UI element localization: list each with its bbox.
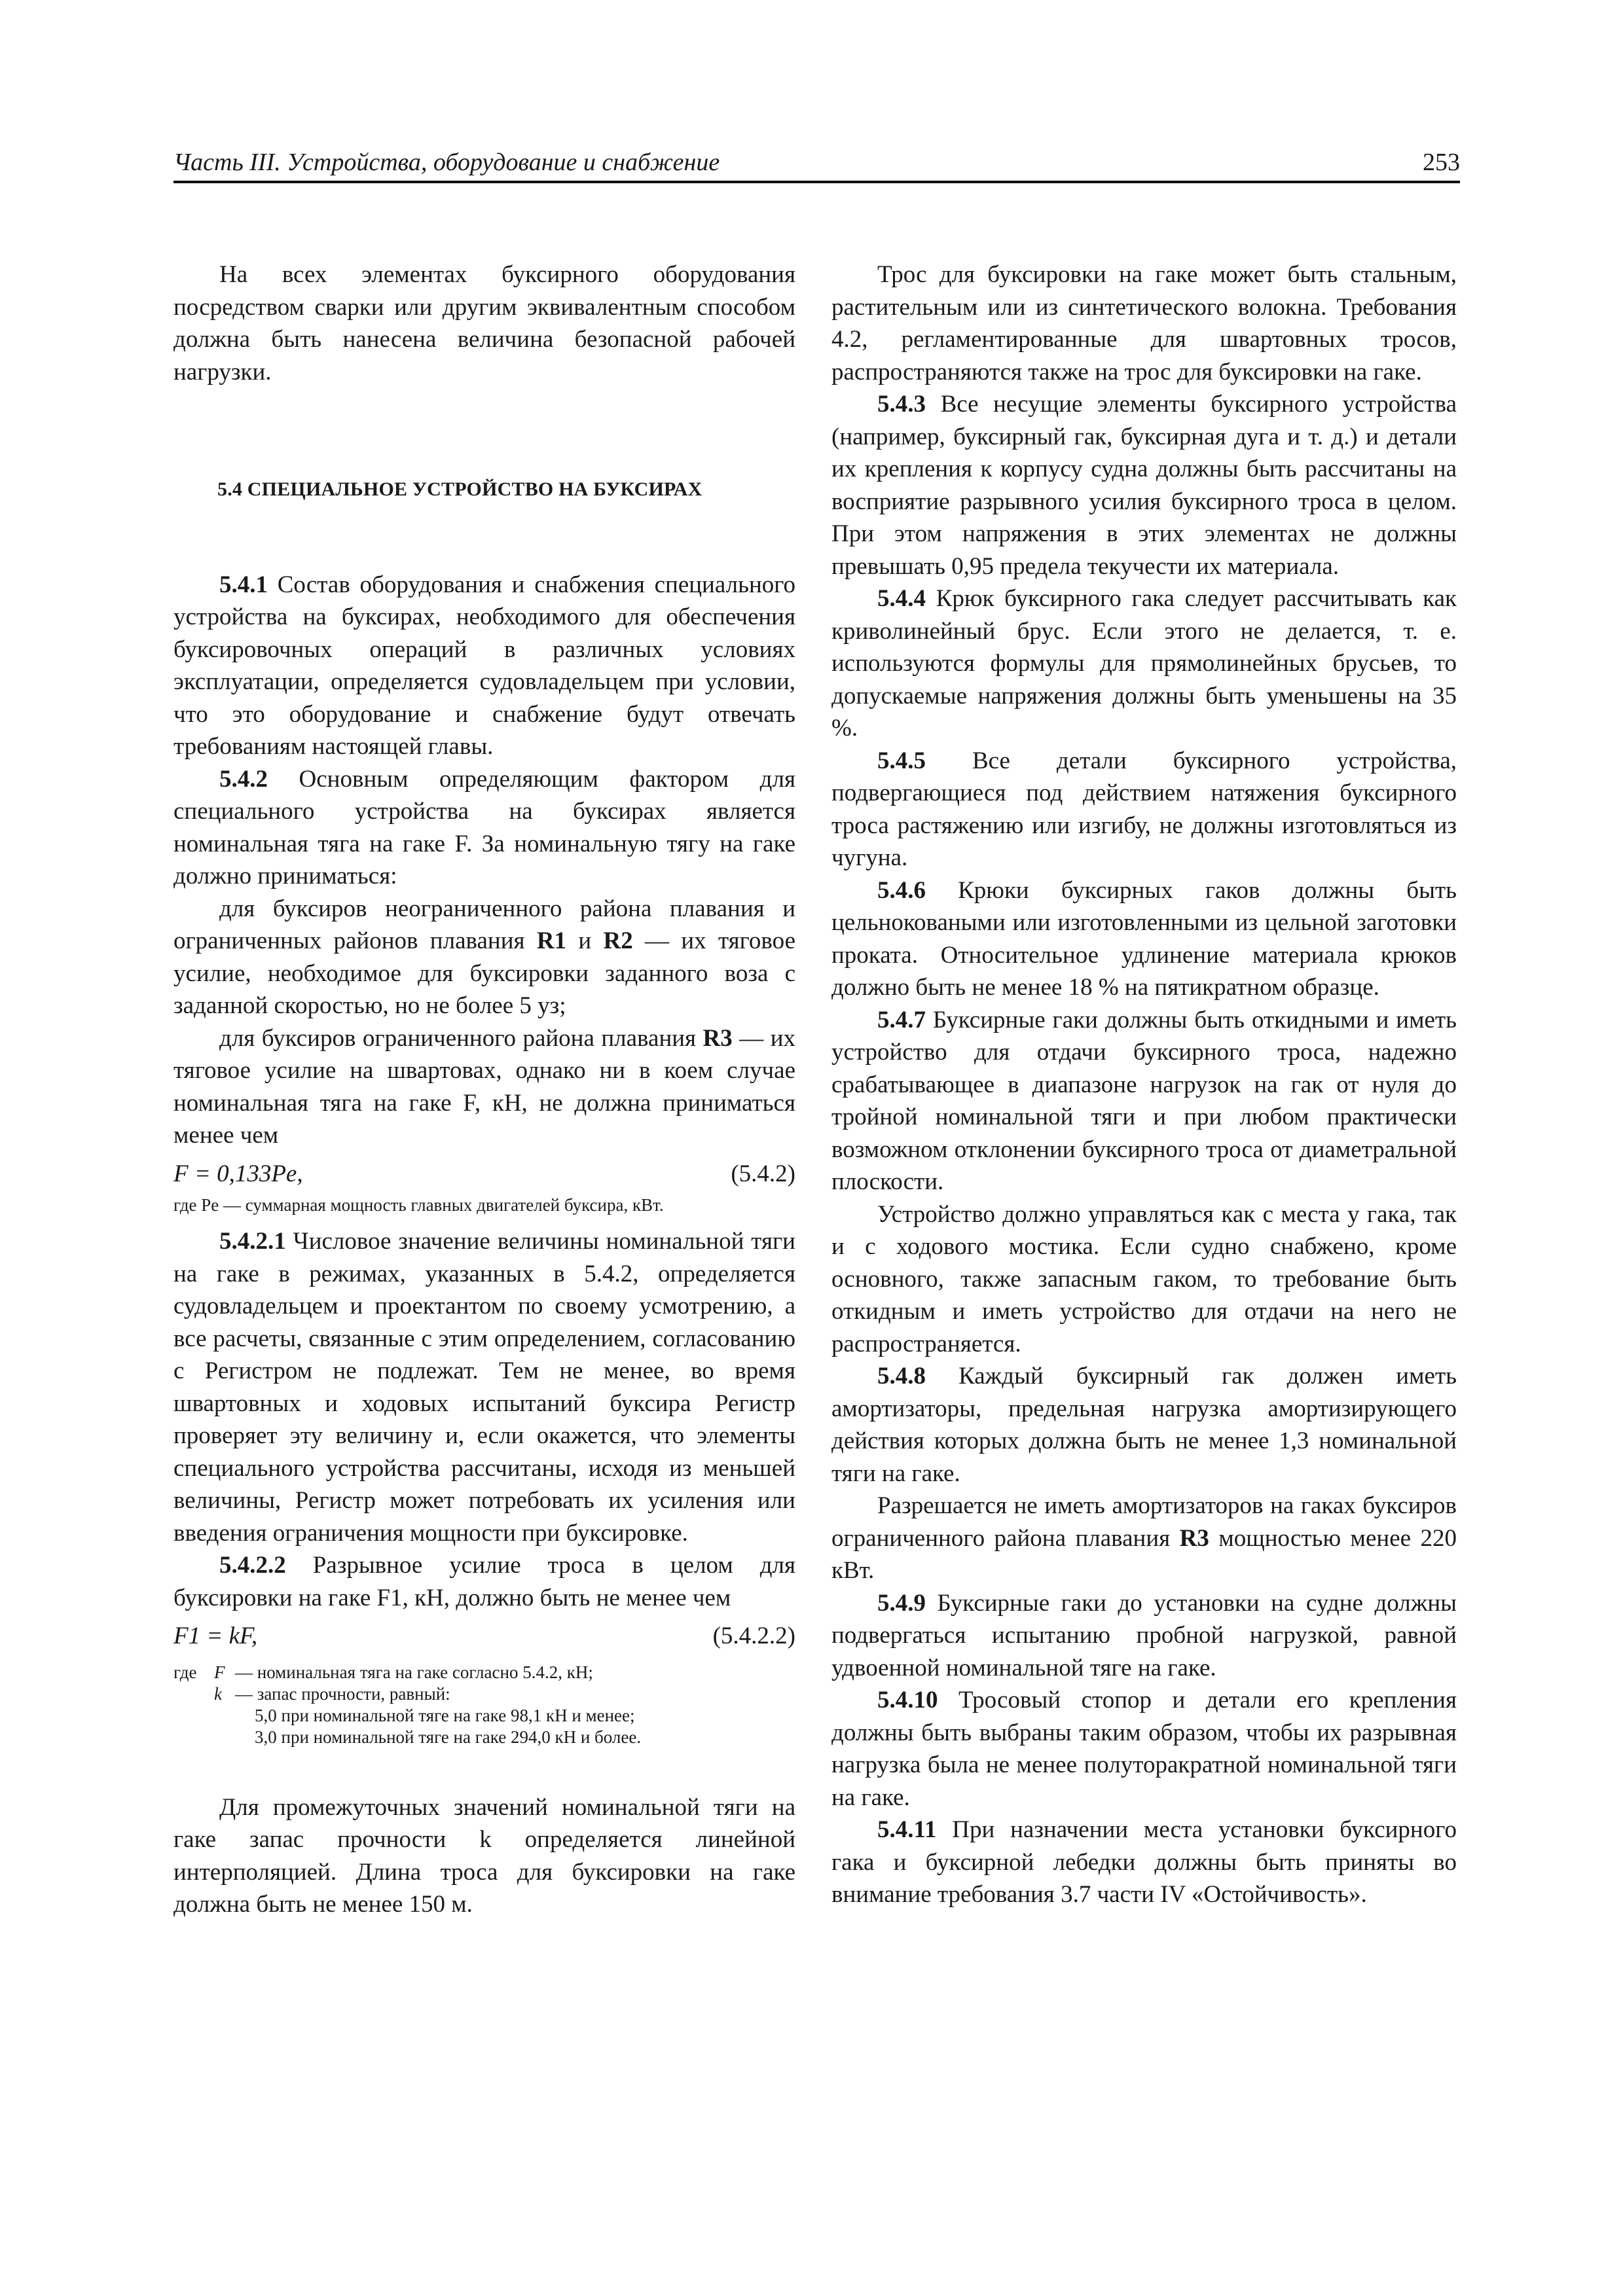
clause-number: 5.4.9 (877, 1589, 926, 1617)
area-code: R3 (1179, 1524, 1209, 1552)
formula-5-4-2 (173, 1158, 795, 1191)
clause-text: При назначении места установки буксирного гака и буксирной лебедки должны быть приняты во внимание требования 3.7 части IV «Остойчивость». (831, 1816, 1457, 1908)
area-code: R3 (702, 1024, 733, 1052)
symbol-F-definition: — номинальная тяга на гаке согласно 5.4.2, кН; (235, 1662, 593, 1682)
formula-number: (5.4.2.2) (712, 1623, 795, 1649)
formula-legend (173, 1662, 795, 1748)
clause-5-4-2-2 (173, 1549, 795, 1614)
clause-number: 5.4.8 (877, 1363, 926, 1390)
left-column (173, 259, 795, 1921)
clause-5-4-3 (831, 388, 1457, 583)
clause-text: Буксирные гаки до установки на судне должны подвергаться испытанию пробной нагрузкой, равной удвоенной номинальной тяге на гаке. (831, 1589, 1457, 1681)
clause-5-4-2-item-a (173, 893, 795, 1022)
clause-5-4-2-1 (173, 1225, 795, 1549)
text-span: и (566, 927, 604, 954)
clause-text: Все несущие элементы буксирного устройства (например, буксирный гак, буксирная дуга и т. д.) и детали их крепления к корпусу судна должны быть рассчитаны на восприятие разрывного усилия буксирного троса в целом. При этом напряжения в этих элементах не должны превышать 0,95 предела текучести их материала. (831, 391, 1457, 580)
clause-number: 5.4.3 (877, 391, 926, 418)
k-value-1: 5,0 при номинальной тяге на гаке 98,1 кН и менее; (255, 1705, 635, 1725)
text-span: мощностью менее 220 кВт. (831, 1524, 1457, 1584)
area-code: R1 (536, 927, 567, 954)
clause-5-4-8 (831, 1360, 1457, 1490)
clause-text: Основным определяющим фактором для специального устройства на буксирах является номинальная тяга на гаке F. За номинальную тягу на гаке должно приниматься: (173, 765, 795, 889)
clause-text: Разрывное усилие троса в целом для буксировки на гаке F1, кН, должно быть не менее чем (173, 1552, 795, 1611)
clause-number: 5.4.1 (219, 571, 268, 598)
clause-number: 5.4.4 (877, 585, 926, 612)
running-header (173, 141, 1460, 183)
k-value-2: 3,0 при номинальной тяге на гаке 294,0 кН и более. (255, 1727, 642, 1747)
clause-number: 5.4.2 (219, 765, 268, 793)
where-word: где (173, 1662, 197, 1682)
clause-number: 5.4.6 (877, 876, 926, 904)
right-column (831, 259, 1457, 1911)
text-span: — их тяговое усилие, необходимое для буксировки заданного воза с заданной скоростью, но не более 5 уз; (173, 927, 795, 1019)
clause-text: Тросовый стопор и детали его крепления должны быть выбраны таким образом, чтобы их разрывная нагрузка была не менее полуторакратной номинальной тяги на гаке. (831, 1687, 1457, 1811)
paragraph-intro: На всех элементах буксирного оборудования посредством сварки или другим эквивалентным способом должна быть нанесена величина безопасной рабочей нагрузки. (173, 261, 795, 386)
clause-number: 5.4.5 (877, 747, 926, 774)
clause-number: 5.4.10 (877, 1687, 938, 1713)
formula-note: где Pe — суммарная мощность главных двигателей буксира, кВт. (173, 1195, 664, 1215)
clause-5-4-9 (831, 1587, 1457, 1685)
symbol-k-definition: — запас прочности, равный: (235, 1683, 450, 1704)
clause-5-4-1 (173, 569, 795, 763)
clause-5-4-2-item-b (173, 1022, 795, 1152)
clause-5-4-7-continued: Устройство должно управляться как с места у гака, так и с ходового мостика. Если судно снабжено, кроме основного, также запасным гаком, то требование быть откидным и иметь устройство для отдачи на него не распространяется. (831, 1200, 1457, 1357)
header-title: Часть III. Устройства, оборудование и снабжение (173, 149, 720, 176)
paragraph-tow-rope: Трос для буксировки на гаке может быть стальным, растительным или из синтетического волокна. Требования 4.2, регламентированные для швартовных тросов, распространяются также на трос для буксировки на гаке. (831, 261, 1457, 386)
clause-5-4-5 (831, 745, 1457, 874)
clause-text: Числовое значение величины номинальной тяги на гаке в режимах, указанных в 5.4.2, определяется судовладельцем и проектантом по своему усмотрению, а все расчеты, связанные с этим определением, согласованию с Регистром не подлежат. Тем не менее, во время швартовных и ходовых испытаний буксира Регистр проверяет эту величину и, если окажется, что элементы специального устройства рассчитаны, исходя из меньшей величины, Регистр может потребовать их усиления или введения ограничения мощности при буксировке. (173, 1228, 795, 1547)
clause-text: Каждый буксирный гак должен иметь амортизаторы, предельная нагрузка амортизирующего действия которых должна быть не менее 1,3 номинальной тяги на гаке. (831, 1363, 1457, 1487)
formula-number: (5.4.2) (731, 1160, 795, 1187)
clause-5-4-4 (831, 583, 1457, 745)
paragraph-interpolation: Для промежуточных значений номинальной тяги на гаке запас прочности k определяется линейной интерполяцией. Длина троса для буксировки на гаке должна быть не менее 150 м. (173, 1793, 795, 1918)
clause-number: 5.4.11 (877, 1816, 937, 1843)
formula-expression: F1 = kF, (173, 1623, 258, 1649)
symbol-k: k (214, 1683, 222, 1704)
clause-5-4-10 (831, 1684, 1457, 1814)
legend-spacer (173, 1683, 214, 1705)
text-span: — их тяговое усилие на швартовах, однако ни в коем случае номинальная тяга на гаке F, кН, не должна приниматься менее чем (173, 1024, 795, 1149)
clause-5-4-11 (831, 1814, 1457, 1911)
symbol-F: F (214, 1662, 225, 1682)
clause-text: Крюки буксирных гаков должны быть цельноковаными или изготовленными из цельной заготовки проката. Относительное удлинение материала крюков должно быть не менее 18 % на пятикратном образце. (831, 876, 1457, 1001)
clause-5-4-6 (831, 874, 1457, 1004)
clause-5-4-8-continued (831, 1490, 1457, 1587)
clause-text: Состав оборудования и снабжения специального устройства на буксирах, необходимого для обеспечения буксировочных операций в различных условиях эксплуатации, определяется судовладельцем при условии, что это оборудование и снабжение будут отвечать требованиям настоящей главы. (173, 571, 795, 760)
text-span: Разрешается не иметь амортизаторов на гаках буксиров ограниченного района плавания (831, 1492, 1457, 1552)
clause-text: Все детали буксирного устройства, подвергающиеся под действием натяжения буксирного троса растяжению или изгибу, не должны изготовляться из чугуна. (831, 747, 1457, 871)
clause-5-4-2 (173, 763, 795, 893)
clause-number: 5.4.7 (877, 1006, 926, 1033)
text-span: для буксиров неограниченного района плавания и ограниченных районов плавания (173, 895, 795, 954)
clause-text: Крюк буксирного гака следует рассчитывать как криволинейный брус. Если этого не делается, т. е. используются формулы для прямолинейных брусьев, то допускаемые напряжения должны быть уменьшены на 35 %. (831, 585, 1457, 742)
clause-text: Буксирные гаки должны быть откидными и иметь устройство для отдачи буксирного троса, надежно срабатывающее в диапазоне нагрузок на гак от нуля до тройной номинальной тяги и при любом практически возможном отклонении буксирного троса от диаметральной плоскости. (831, 1006, 1457, 1195)
clause-number: 5.4.2.1 (219, 1228, 286, 1255)
formula-expression: F = 0,133Pe, (173, 1160, 303, 1187)
area-code: R2 (603, 927, 633, 954)
formula-5-4-2-2 (173, 1620, 795, 1653)
clause-5-4-7 (831, 1004, 1457, 1198)
clause-number: 5.4.2.2 (219, 1552, 286, 1579)
section-heading: 5.4 СПЕЦИАЛЬНОЕ УСТРОЙСТВО НА БУКСИРАХ (217, 478, 702, 500)
page-number: 253 (1423, 149, 1460, 176)
text-span: для буксиров ограниченного района плавания (219, 1024, 703, 1052)
